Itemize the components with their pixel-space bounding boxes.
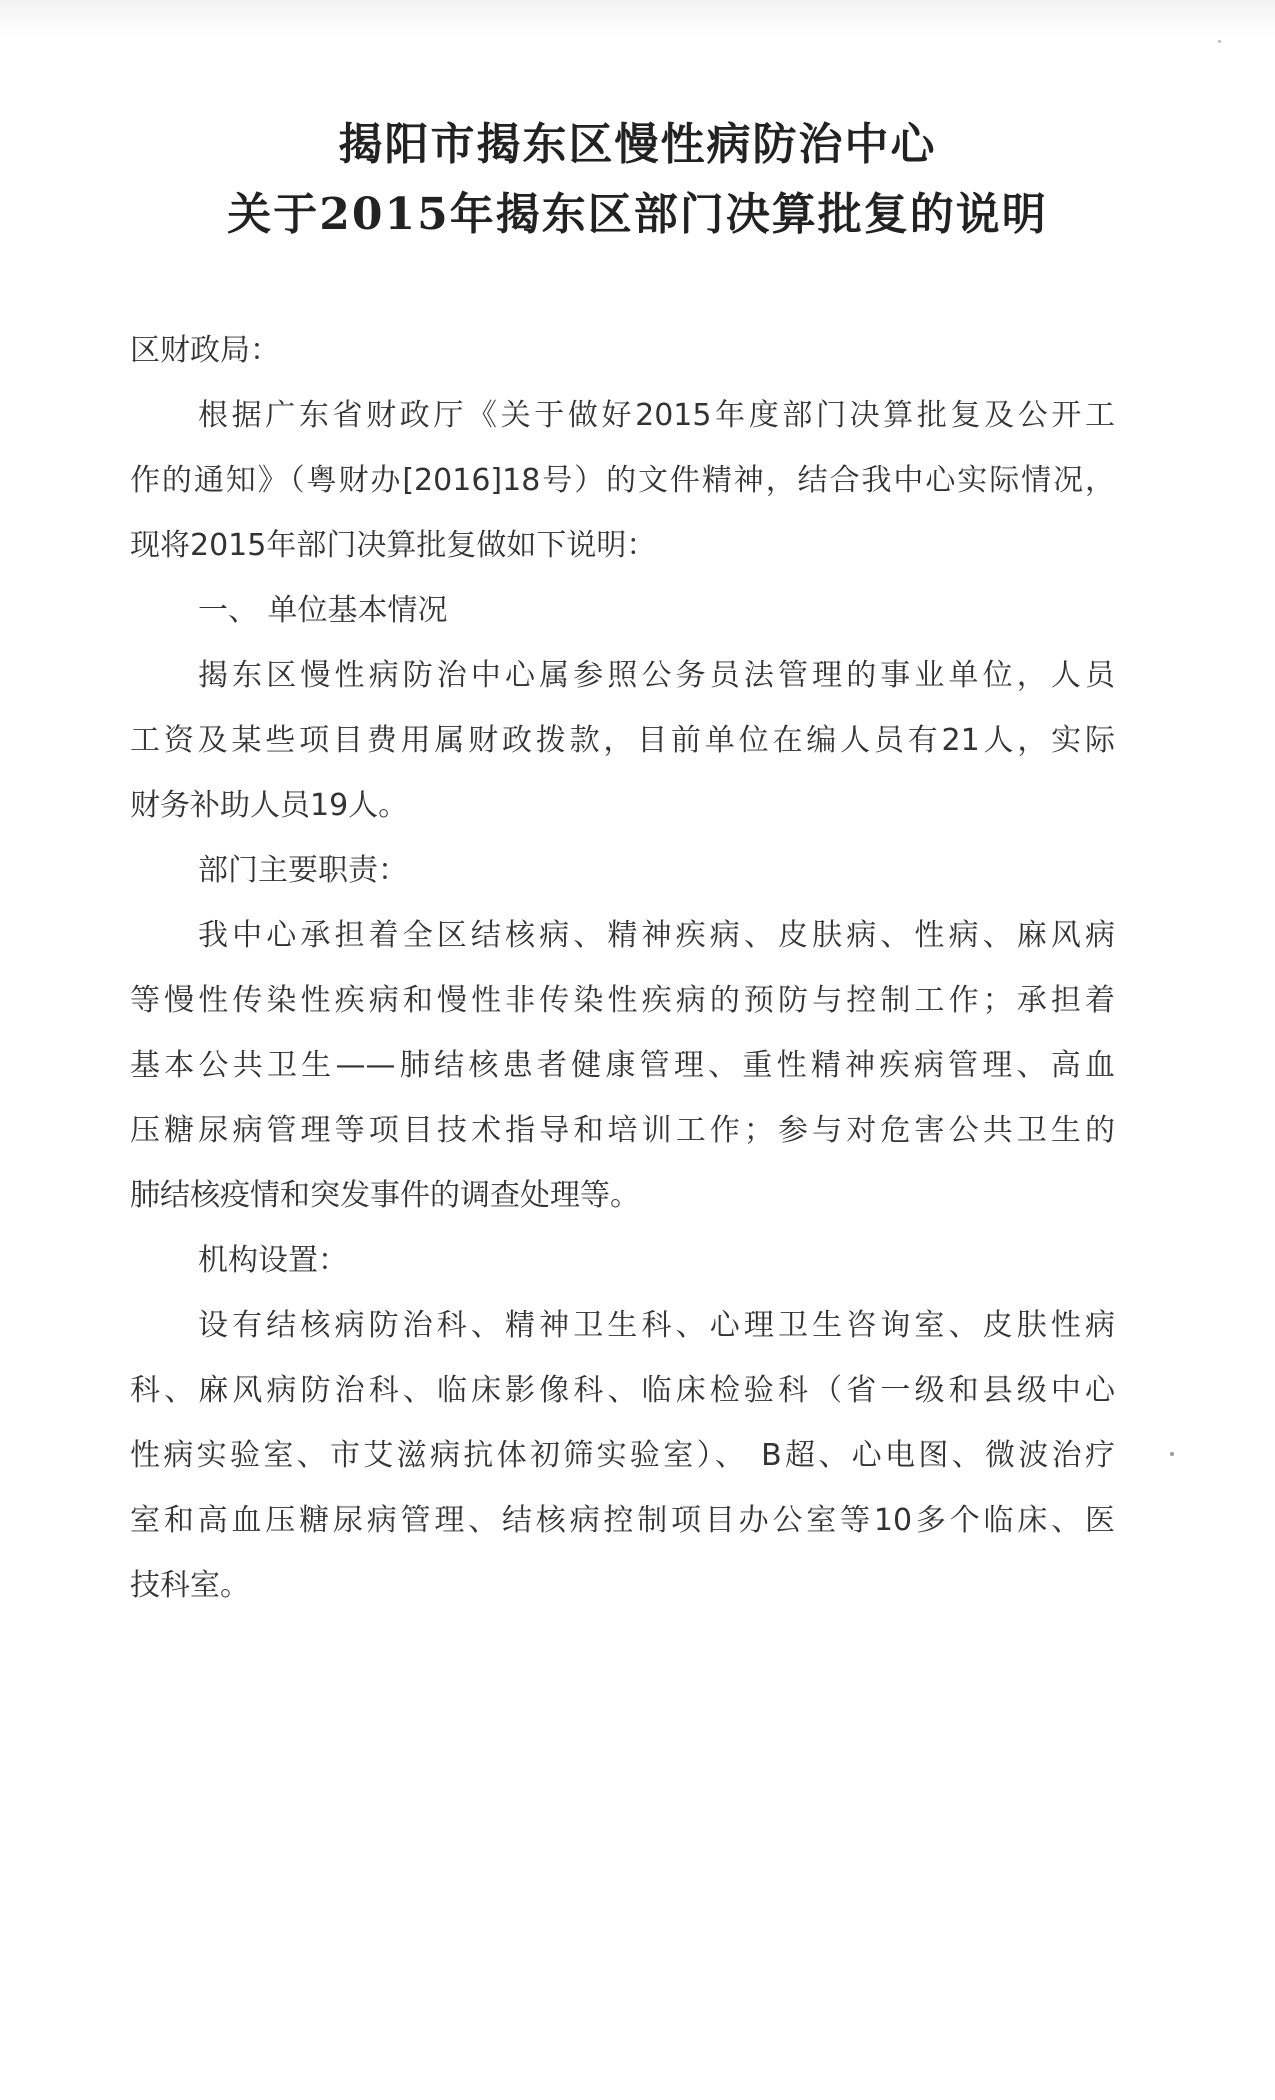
scan-speck: [1170, 1452, 1174, 1456]
paragraph-line: 揭东区慢性病防治中心属参照公务员法管理的事业单位，人员: [198, 658, 1115, 693]
paragraph-line: 室和高血压糖尿病管理、结核病控制项目办公室等10多个临床、医: [130, 1503, 1115, 1538]
title-line-2: 关于2015年揭东区部门决算批复的说明: [227, 189, 1048, 240]
paragraph-line: 作的通知》（粤财办[2016]18号）的文件精神，结合我中心实际情况，: [130, 463, 1115, 498]
paragraph-line: 压糖尿病管理等项目技术指导和培训工作；参与对危害公共卫生的: [130, 1113, 1115, 1148]
subsection-heading: 机构设置：: [198, 1243, 348, 1278]
paragraph-line: 现将2015年部门决算批复做如下说明：: [130, 528, 657, 563]
paragraph-line: 基本公共卫生——肺结核患者健康管理、重性精神疾病管理、高血: [130, 1048, 1115, 1083]
title-line-1: 揭阳市揭东区慢性病防治中心: [338, 119, 937, 170]
paragraph-line: 技科室。: [130, 1568, 250, 1603]
paragraph-line: 设有结核病防治科、精神卫生科、心理卫生咨询室、皮肤性病: [198, 1308, 1115, 1343]
document-body: [130, 318, 1115, 1618]
paragraph-line: 财务补助人员19人。: [130, 788, 409, 823]
paragraph-line: 我中心承担着全区结核病、精神疾病、皮肤病、性病、麻风病: [198, 918, 1115, 953]
salutation: 区财政局：: [130, 333, 280, 368]
paragraph-line: 工资及某些项目费用属财政拨款，目前单位在编人员有21人，实际: [130, 723, 1115, 758]
paragraph-line: 等慢性传染性疾病和慢性非传染性疾病的预防与控制工作；承担着: [130, 983, 1115, 1018]
paragraph-line: 根据广东省财政厅《关于做好2015年度部门决算批复及公开工: [198, 398, 1115, 433]
subsection-heading: 部门主要职责：: [198, 853, 408, 888]
paragraph-line: 肺结核疫情和突发事件的调查处理等。: [130, 1178, 640, 1213]
section-heading: 一、 单位基本情况: [198, 593, 448, 628]
paragraph-line: 科、麻风病防治科、临床影像科、临床检验科（省一级和县级中心: [130, 1373, 1115, 1408]
scan-speck: [1218, 40, 1221, 43]
document-title: [0, 110, 1275, 250]
paragraph-line: 性病实验室、市艾滋病抗体初筛实验室）、 B超、心电图、微波治疗: [130, 1438, 1115, 1473]
scan-shading: [0, 0, 1275, 40]
